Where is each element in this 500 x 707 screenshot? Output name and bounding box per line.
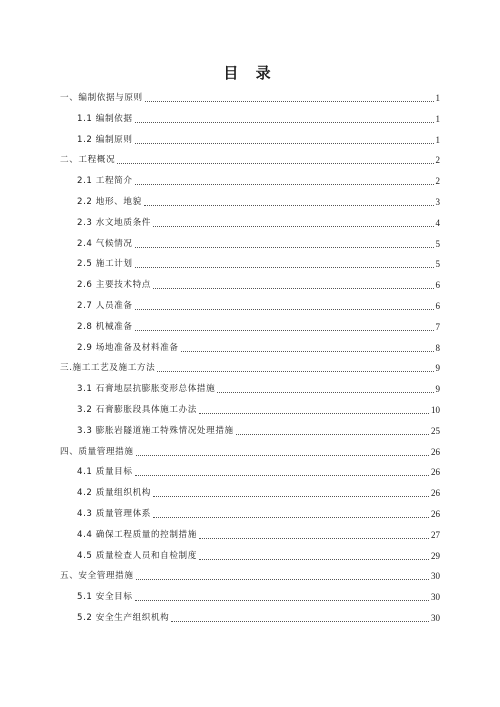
toc-page-number: 1: [435, 113, 440, 124]
toc-section-entry[interactable]: [60, 358, 440, 374]
toc-dot-leader: [144, 204, 434, 206]
toc-subsection-entry[interactable]: [77, 171, 440, 187]
toc-subsection-entry[interactable]: [77, 296, 440, 312]
toc-entry-text: 四、质量管理措施: [60, 446, 134, 457]
toc-page-number: 27: [431, 529, 440, 540]
toc-dot-leader: [135, 121, 434, 123]
toc-entry-text: 3.3 膨胀岩隧道施工特殊情况处理措施: [77, 425, 234, 436]
toc-dot-leader: [199, 537, 429, 539]
toc-subsection-entry[interactable]: [77, 608, 440, 624]
toc-entry-text: 5.1 安全目标: [77, 592, 133, 603]
toc-subsection-entry[interactable]: [77, 109, 440, 125]
toc-page-number: 2: [435, 176, 440, 187]
toc-page-number: 5: [435, 259, 440, 270]
toc-dot-leader: [135, 183, 434, 185]
toc-page-number: 26: [431, 446, 440, 457]
toc-entry-text: 2.1 工程简介: [77, 176, 133, 187]
toc-subsection-entry[interactable]: [77, 275, 440, 291]
toc-entry-text: 2.3 水文地质条件: [77, 217, 151, 228]
toc-entry-text: 2.5 施工计划: [77, 259, 133, 270]
toc-entry-text: 4.3 质量管理体系: [77, 509, 151, 519]
toc-subsection-entry[interactable]: [77, 587, 440, 603]
toc-subsection-entry[interactable]: [77, 546, 440, 562]
toc-page-number: 9: [435, 384, 440, 395]
toc-entry-text: 4.2 质量组织机构: [77, 488, 151, 499]
toc-page-number: 8: [435, 342, 440, 353]
toc-dot-leader: [135, 142, 434, 144]
toc-dot-leader: [136, 578, 429, 580]
toc-entry-text: 1.2 编制原则: [77, 134, 133, 145]
toc-dot-leader: [135, 246, 434, 248]
toc-page-number: 9: [435, 363, 440, 374]
toc-page-number: 1: [435, 93, 440, 103]
toc-subsection-entry[interactable]: [77, 462, 440, 478]
toc-entry-text: 3.2 石膏膨胀段具体施工办法: [77, 405, 197, 415]
toc-dot-leader: [181, 350, 434, 352]
toc-dot-leader: [135, 599, 429, 601]
toc-page-number: 25: [431, 425, 440, 436]
toc-subsection-entry[interactable]: [77, 400, 440, 416]
toc-page-number: 10: [431, 405, 440, 415]
toc-entry-text: 1.1 编制依据: [77, 113, 133, 124]
toc-entry-text: 5.2 安全生产组织机构: [77, 613, 170, 623]
toc-subsection-entry[interactable]: [77, 213, 440, 229]
toc-dot-leader: [153, 516, 429, 518]
toc-dot-leader: [135, 266, 434, 268]
toc-title: 目 录: [223, 64, 277, 82]
toc-section-entry[interactable]: [60, 150, 440, 166]
toc-subsection-entry[interactable]: [77, 254, 440, 270]
toc-entry-text: 2.2 地形、地貌: [77, 197, 142, 207]
toc-dot-leader: [217, 391, 433, 393]
toc-dot-leader: [153, 225, 434, 227]
toc-subsection-entry[interactable]: [77, 130, 440, 146]
toc-dot-leader: [157, 370, 433, 372]
toc-entry-text: 4.5 质量检查人员和自检制度: [77, 550, 197, 561]
toc-page-number: 7: [435, 321, 440, 332]
toc-page-number: 3: [435, 197, 440, 207]
toc-page-number: 29: [431, 550, 440, 561]
toc-dot-leader: [236, 433, 429, 435]
toc-entry-text: 3.1 石膏地层抗膨胀变形总体措施: [77, 384, 216, 395]
toc-dot-leader: [199, 558, 429, 560]
toc-entry-text: 2.7 人员准备: [77, 301, 133, 311]
toc-section-entry[interactable]: [60, 442, 440, 458]
toc-subsection-entry[interactable]: [77, 525, 440, 541]
toc-page-number: 1: [435, 134, 440, 145]
toc-subsection-entry[interactable]: [77, 483, 440, 499]
toc-page-number: 30: [431, 592, 440, 603]
toc-entry-text: 4.4 确保工程质量的控制措施: [77, 529, 197, 540]
toc-page-number: 26: [431, 509, 440, 519]
toc-dot-leader: [171, 620, 429, 622]
toc-entry-text: 五、安全管理措施: [60, 571, 134, 582]
toc-page-number: 5: [435, 238, 440, 249]
toc-subsection-entry[interactable]: [77, 317, 440, 333]
toc-section-entry[interactable]: [60, 566, 440, 582]
toc-page-number: 26: [431, 467, 440, 478]
toc-subsection-entry[interactable]: [77, 504, 440, 520]
toc-entry-text: 三.施工工艺及施工方法: [60, 363, 156, 374]
toc-entry-text: 4.1 质量目标: [77, 467, 133, 478]
toc-page-number: 4: [435, 217, 440, 228]
toc-subsection-entry[interactable]: [77, 234, 440, 250]
toc-dot-leader: [135, 329, 434, 331]
toc-entry-text: 一、编制依据与原则: [60, 93, 143, 103]
toc-page-number: 2: [435, 155, 440, 166]
toc-subsection-entry[interactable]: [77, 379, 440, 395]
toc-dot-leader: [135, 308, 434, 310]
toc-subsection-entry[interactable]: [77, 192, 440, 208]
toc-page-number: 30: [431, 613, 440, 623]
toc-page-number: 26: [431, 488, 440, 499]
toc-entry-text: 2.8 机械准备: [77, 321, 133, 332]
toc-subsection-entry[interactable]: [77, 338, 440, 354]
toc-dot-leader: [199, 412, 429, 414]
toc-entry-text: 2.6 主要技术特点: [77, 280, 151, 291]
toc-dot-leader: [153, 287, 434, 289]
toc-entry-text: 2.9 场地准备及材料准备: [77, 342, 179, 353]
toc-page-number: 6: [435, 280, 440, 291]
toc-subsection-entry[interactable]: [77, 421, 440, 437]
toc-section-entry[interactable]: [60, 88, 440, 104]
toc-entry-text: 2.4 气候情况: [77, 238, 133, 249]
toc-page-number: 6: [435, 301, 440, 311]
toc-dot-leader: [153, 495, 429, 497]
toc-dot-leader: [145, 100, 434, 102]
toc-dot-leader: [117, 162, 433, 164]
toc-entry-text: 二、工程概况: [60, 155, 116, 166]
toc-dot-leader: [136, 454, 429, 456]
toc-dot-leader: [135, 474, 429, 476]
toc-page-number: 30: [431, 571, 440, 582]
